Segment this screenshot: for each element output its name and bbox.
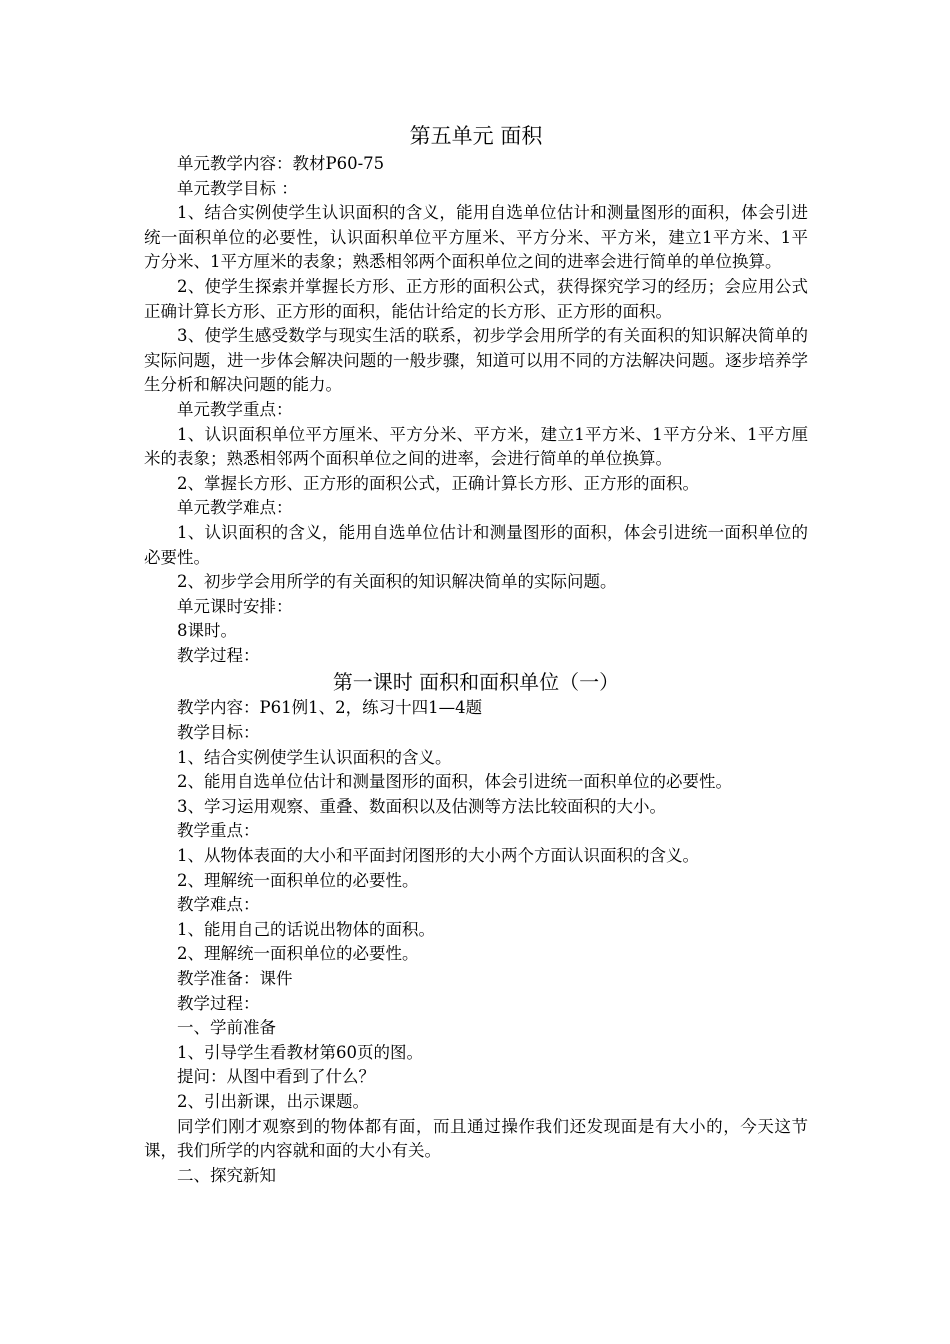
lesson-line: 一、学前准备: [177, 1018, 276, 1038]
document-body: [144, 120, 808, 1188]
unit-goal-3: 3、使学生感受数学与现实生活的联系，初步学会用所学的有关面积的知识解决简单的实际问题，进一步体会解决问题的一般步骤，知道可以用不同的方法解决问题。逐步培养学生分析和解决问题的能力。: [144, 326, 808, 395]
unit-key-point-1: 1、认识面积单位平方厘米、平方分米、平方米，建立1平方米、1平方分米、1平方厘米的表象；熟悉相邻两个面积单位之间的进率，会进行简单的单位换算。: [144, 424, 808, 469]
lesson-line: 1、引导学生看教材第60页的图。: [177, 1042, 423, 1062]
unit-goal-1: 1、结合实例使学生认识面积的含义，能用自选单位估计和测量图形的面积，体会引进统一面积单位的必要性，认识面积单位平方厘米、平方分米、平方米，建立1平方米、1平方分米、1平方厘米的表象；熟悉相邻两个面积单位之间的进率会进行简单的单位换算。: [144, 203, 808, 272]
lesson-line: 教学重点：: [177, 821, 260, 841]
unit-process-label: 教学过程：: [177, 645, 260, 665]
unit-content-line: 单元教学内容：教材P60-75: [177, 154, 385, 173]
unit-goal-2: 2、使学生探索并掌握长方形、正方形的面积公式，获得探究学习的经历；会应用公式正确计算长方形、正方形的面积，能估计给定的长方形、正方形的面积。: [144, 276, 808, 321]
lesson-line: 2、引出新课，出示课题。: [177, 1091, 369, 1111]
lesson-line: 同学们刚才观察到的物体都有面，而且通过操作我们还发现面是有大小的，今天这节课，我们所学的内容就和面的大小有关。: [144, 1116, 808, 1161]
unit-key-label: 单元教学重点：: [177, 399, 293, 419]
lesson-line: 1、能用自己的话说出物体的面积。: [177, 919, 435, 939]
lesson-line: 3、学习运用观察、重叠、数面积以及估测等方法比较面积的大小。: [177, 796, 666, 816]
lesson-line: 教学目标：: [177, 723, 260, 743]
lesson-line: 2、能用自选单位估计和测量图形的面积，体会引进统一面积单位的必要性。: [177, 772, 732, 792]
unit-key-point-2: 2、掌握长方形、正方形的面积公式，正确计算长方形、正方形的面积。: [177, 473, 699, 493]
unit-goals-label: 单元教学目标 ：: [177, 178, 298, 198]
lesson-line: 教学难点：: [177, 895, 260, 915]
unit-difficult-label: 单元教学难点：: [177, 498, 293, 518]
lesson-line: 2、理解统一面积单位的必要性。: [177, 870, 419, 890]
unit-difficult-point-2: 2、初步学会用所学的有关面积的知识解决简单的实际问题。: [177, 572, 617, 592]
unit-difficult-point-1: 1、认识面积的含义，能用自选单位估计和测量图形的面积，体会引进统一面积单位的必要性。: [144, 522, 808, 567]
lesson-line: 教学过程：: [177, 993, 260, 1013]
lesson-line: 1、从物体表面的大小和平面封闭图形的大小两个方面认识面积的含义。: [177, 846, 699, 866]
lesson-title: 第一课时 面积和面积单位（一）: [332, 670, 620, 695]
lesson-line: 教学准备：课件: [177, 969, 293, 988]
unit-schedule-label: 单元课时安排：: [177, 596, 293, 616]
lesson-line: 教学内容：P61例1、2，练习十四1—4题: [177, 698, 483, 718]
lesson-line: 二、探究新知: [177, 1165, 276, 1185]
lesson-line: 1、结合实例使学生认识面积的含义。: [177, 747, 452, 767]
unit-title: 第五单元 面积: [409, 124, 543, 148]
unit-schedule-value: 8课时。: [177, 621, 237, 641]
lesson-line: 2、理解统一面积单位的必要性。: [177, 944, 419, 964]
lesson-line: 提问：从图中看到了什么？: [177, 1067, 375, 1087]
